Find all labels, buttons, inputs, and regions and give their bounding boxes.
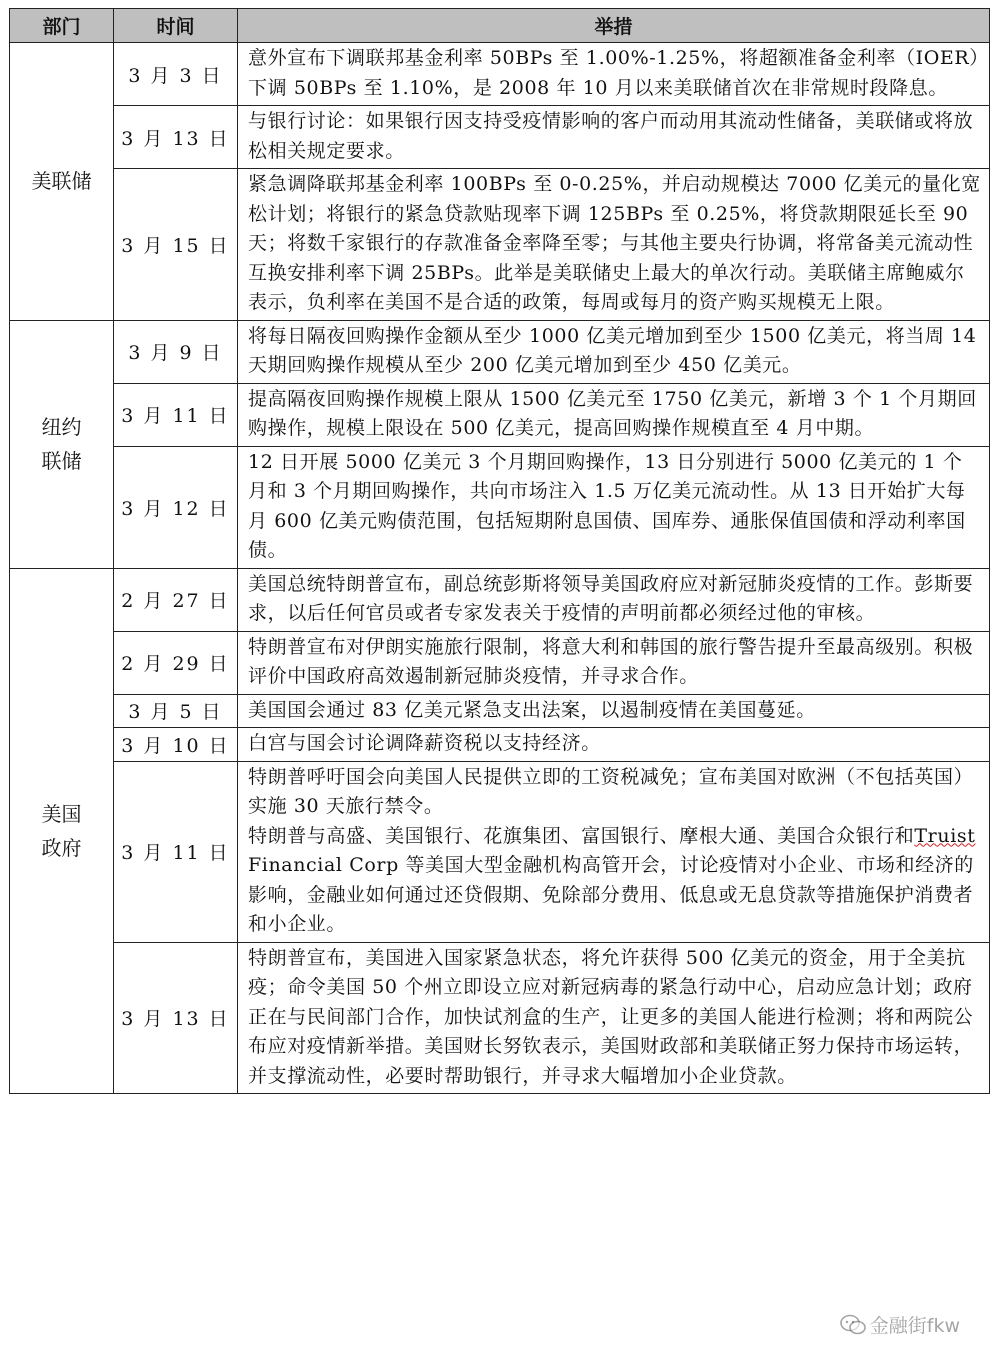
table-row: [10, 320, 990, 383]
date-cell: 3 月 12 日: [114, 446, 238, 568]
table-row: [10, 631, 990, 694]
measure-paragraph: [248, 822, 981, 940]
table-row: [10, 568, 990, 631]
table-row: [10, 761, 990, 942]
header-dept: 部门: [10, 9, 114, 43]
measure-cell: 美国总统特朗普宣布，副总统彭斯将领导美国政府应对新冠肺炎疫情的工作。彭斯要求，以后任何官员或者专家发表关于疫情的声明前都必须经过他的审核。: [238, 568, 990, 631]
table-row: [10, 43, 990, 106]
measure-paragraph: 特朗普呼吁国会向美国人民提供立即的工资税减免；宣布美国对欧洲（不包括英国）实施 30 天旅行禁令。: [248, 765, 974, 817]
measure-text: 特朗普与高盛、美国银行、花旗集团、富国银行、摩根大通、美国合众银行和: [248, 824, 915, 847]
measure-cell: 12 日开展 5000 亿美元 3 个月期回购操作，13 日分别进行 5000 亿美元的 1 个月和 3 个月期回购操作，共向市场注入 1.5 万亿美元流动性。从 13 日开始扩大每月 600 亿美元购债范围，包括短期附息国债、国库券、通胀保值国债和浮动利率国债。: [238, 446, 990, 568]
dept-name-line: 政府: [41, 835, 82, 860]
header-measure: 举措: [238, 9, 990, 43]
table-row: [10, 694, 990, 728]
dept-cell-fed: [10, 43, 114, 321]
wechat-icon: [840, 1314, 866, 1336]
dept-name-line: 纽约: [41, 415, 82, 439]
watermark-text: 金融街fkw: [869, 1315, 960, 1337]
measure-cell: 与银行讨论：如果银行因支持受疫情影响的客户而动用其流动性储备，美联储或将放松相关规定要求。: [238, 106, 990, 169]
date-cell: 2 月 27 日: [114, 568, 238, 631]
date-cell: 2 月 29 日: [114, 631, 238, 694]
measure-cell: [238, 761, 990, 942]
table-row: [10, 383, 990, 446]
spellcheck-word: Truist: [914, 824, 976, 847]
date-cell: 3 月 13 日: [114, 106, 238, 169]
measures-table: [9, 8, 990, 1094]
date-cell: 3 月 13 日: [114, 942, 238, 1094]
measure-text: Financial Corp 等美国大型金融机构高管开会，讨论疫情对小企业、市场和经济的影响，金融业如何通过还贷假期、免除部分费用、低息或无息贷款等措施保护消费者和小企业。: [248, 854, 974, 935]
table-row: [10, 942, 990, 1094]
measure-cell: 特朗普宣布，美国进入国家紧急状态，将允许获得 500 亿美元的资金，用于全美抗疫；命令美国 50 个州立即设立应对新冠病毒的紧急行动中心，启动应急计划；政府正在与民间部门合作，加快试剂盒的生产，让更多的美国人能进行检测；将和两院公布应对疫情新举措。美国财长努钦表示，美国财政部和美联储正努力保持市场运转，并支撑流动性，必要时帮助银行，并寻求大幅增加小企业贷款。: [238, 942, 990, 1094]
dept-name: 美联储: [31, 169, 92, 194]
date-cell: 3 月 10 日: [114, 728, 238, 762]
watermark: [840, 1311, 960, 1338]
header-row: [10, 9, 990, 43]
dept-name-line: 美国: [41, 801, 82, 826]
date-cell: 3 月 15 日: [114, 169, 238, 321]
dept-cell-usgov: [10, 568, 114, 1094]
measure-cell: 将每日隔夜回购操作金额从至少 1000 亿美元增加到至少 1500 亿美元，将当周 14 天期回购操作规模从至少 200 亿美元增加到至少 450 亿美元。: [238, 320, 990, 383]
measure-cell: 美国国会通过 83 亿美元紧急支出法案，以遏制疫情在美国蔓延。: [238, 694, 990, 728]
measure-cell: 紧急调降联邦基金利率 100BPs 至 0-0.25%，并启动规模达 7000 亿美元的量化宽松计划；将银行的紧急贷款贴现率下调 125BPs 至 0.25%，将贷款期限延长至 90 天；将数千家银行的存款准备金率降至零；与其他主要央行协调，将常备美元流动性互换安排利率下调 25BPs。此举是美联储史上最大的单次行动。美联储主席鲍威尔表示，负利率在美国不是合适的政策，每周或每月的资产购买规模无上限。: [238, 169, 990, 321]
measure-cell: 特朗普宣布对伊朗实施旅行限制，将意大利和韩国的旅行警告提升至最高级别。积极评价中国政府高效遏制新冠肺炎疫情，并寻求合作。: [238, 631, 990, 694]
table-row: [10, 106, 990, 169]
date-cell: 3 月 11 日: [114, 761, 238, 942]
date-cell: 3 月 11 日: [114, 383, 238, 446]
table-row: [10, 446, 990, 568]
table-row: [10, 728, 990, 762]
header-time: 时间: [114, 9, 238, 43]
dept-cell-nyfed: [10, 320, 114, 568]
dept-name-line: 联储: [41, 449, 82, 473]
measure-cell: 白宫与国会讨论调降薪资税以支持经济。: [238, 728, 990, 762]
date-cell: 3 月 5 日: [114, 694, 238, 728]
measure-cell: 意外宣布下调联邦基金利率 50BPs 至 1.00%-1.25%，将超额准备金利率（IOER）下调 50BPs 至 1.10%，是 2008 年 10 月以来美联储首次在非常规时段降息。: [238, 43, 990, 106]
date-cell: 3 月 3 日: [114, 43, 238, 106]
table-row: [10, 169, 990, 321]
date-cell: 3 月 9 日: [114, 320, 238, 383]
measure-cell: 提高隔夜回购操作规模上限从 1500 亿美元至 1750 亿美元，新增 3 个 1 个月期回购操作，规模上限设在 500 亿美元，提高回购操作规模直至 4 月中期。: [238, 383, 990, 446]
